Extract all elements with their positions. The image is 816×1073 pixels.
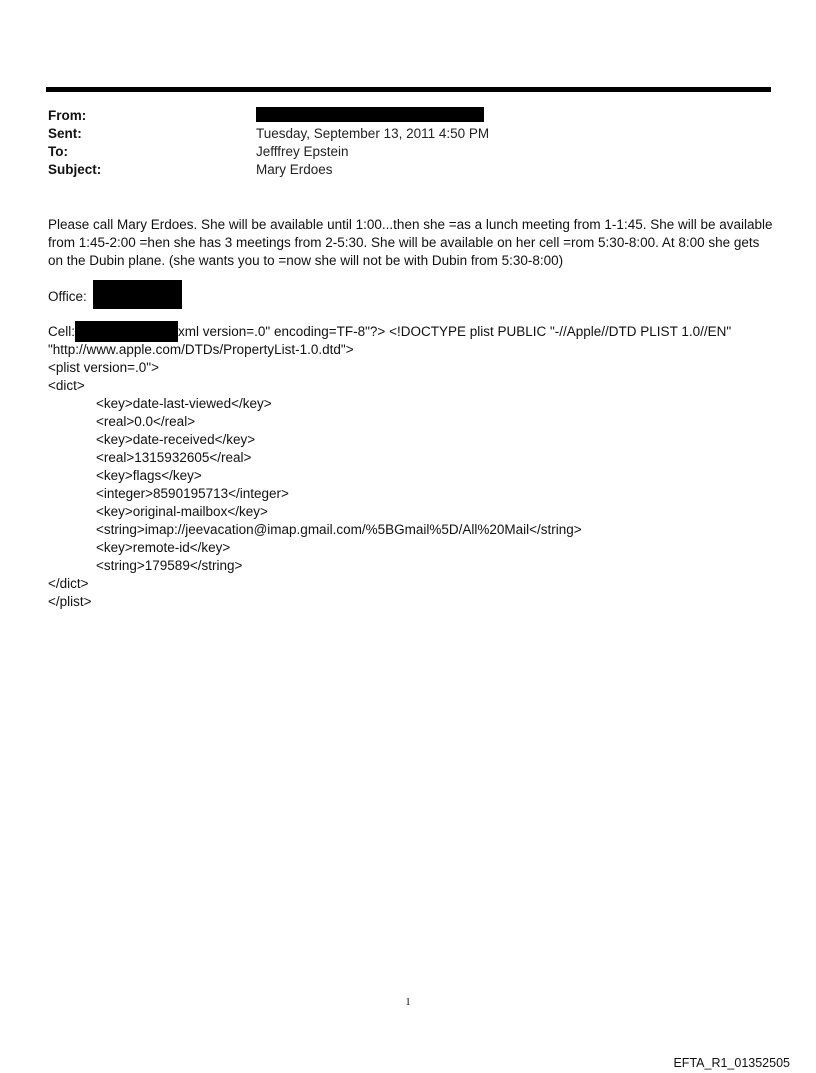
plist-line: <string>imap://jeevacation@imap.gmail.com/%5BGmail%5D/All%20Mail</string>	[96, 522, 582, 537]
plist-line: <dict>	[48, 378, 85, 393]
cell-tail: xml version=.0" encoding=TF-8"?> <!DOCTYPE plist PUBLIC "-//Apple//DTD PLIST 1.0//EN"	[178, 324, 732, 339]
plist-line: <key>original-mailbox</key>	[96, 504, 268, 519]
office-redaction	[93, 280, 182, 309]
subject-label: Subject:	[48, 162, 102, 177]
plist-line: <key>date-last-viewed</key>	[96, 396, 272, 411]
from-redaction	[256, 107, 484, 122]
plist-line: "http://www.apple.com/DTDs/PropertyList-1.0.dtd">	[48, 342, 354, 357]
plist-line: <string>179589</string>	[96, 558, 243, 573]
to-label: To:	[48, 144, 68, 159]
header-rule	[46, 87, 771, 92]
plist-line: <key>flags</key>	[96, 468, 202, 483]
page-number: 1	[405, 996, 411, 1008]
plist-line: </plist>	[48, 594, 92, 609]
cell-label: Cell:	[48, 324, 76, 339]
plist-line: <key>date-received</key>	[96, 432, 256, 447]
plist-line: <integer>8590195713</integer>	[96, 486, 289, 501]
plist-line: <real>1315932605</real>	[96, 450, 252, 465]
to-value: Jefffrey Epstein	[256, 144, 349, 159]
plist-line: <key>remote-id</key>	[96, 540, 231, 555]
document-id: EFTA_R1_01352505	[673, 1056, 790, 1070]
sent-label: Sent:	[48, 126, 82, 141]
from-label: From:	[48, 108, 87, 123]
plist-line: <plist version=.0">	[48, 360, 159, 375]
plist-line: <real>0.0</real>	[96, 414, 196, 429]
subject-value: Mary Erdoes	[256, 162, 333, 177]
sent-value: Tuesday, September 13, 2011 4:50 PM	[256, 126, 490, 141]
message-paragraph: Please call Mary Erdoes. She will be available until 1:00...then she =as a lunch meeting from 1-1:45. She will be available from 1:45-2:00 =hen she has 3 meetings from 2-5:30. She will be available on her cell =rom 5:30-8:00. At 8:00 she gets on the Dubin plane. (she wants you to =now she will not be with Dubin from 5:30-8:00)	[48, 217, 773, 268]
plist-line: </dict>	[48, 576, 89, 591]
cell-redaction	[75, 321, 178, 342]
office-label: Office:	[48, 289, 87, 304]
